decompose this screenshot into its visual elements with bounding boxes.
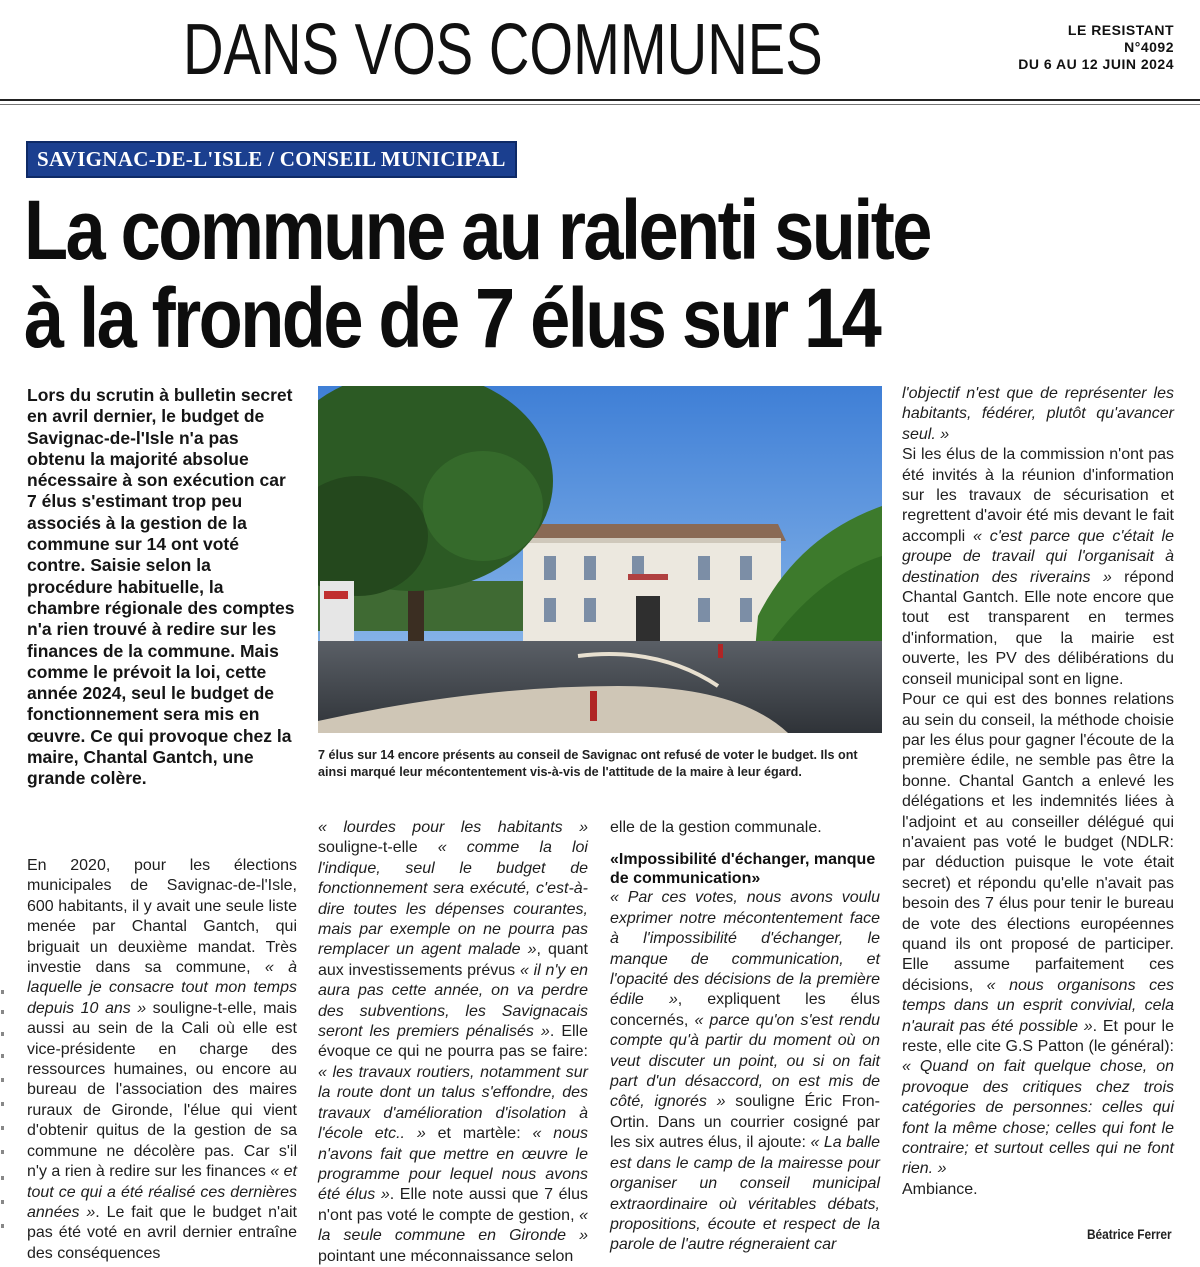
section-title: DANS VOS COMMUNES xyxy=(183,10,823,90)
header-rule xyxy=(0,99,1200,101)
paragraph: l'objectif n'est que de représenter les habitants, fédérer, plutôt qu'avancer seul. » xyxy=(902,385,1174,443)
article-lead: Lors du scrutin à bulletin secret en avril dernier, le budget de Savignac-de-l'Isle n'a pas obtenu la majorité absolue nécessaire à son exécution car 7 élus s'estimant trop peu associés à la gestion de la commune sur 14 ont voté contre. Saisie selon la procédure habituelle, la chambre régionale des comptes n'a rien trouvé à redire sur les finances de la commune. Mais comme le prévoit la loi, cette année 2024, seul le budget de fonctionnement sera mis en œuvre. Ce qui provoque chez la maire, Chantal Gantch, une grande colère. xyxy=(27,385,295,789)
paragraph: « lourdes pour les habitants » souligne-t-elle « comme la loi l'indique, seul le budget de fonctionnement sera exécuté, c'est-à-dire toutes les dépenses courantes, mais par exemple on ne pourra pas remplacer un agent malade », quant aux investissements prévus « il n'y en aura pas cette année, on va perdre des subventions, les Savignacais seront les premiers pénalisés ». Elle évoque ce qui ne pourra pas se faire: « les travaux routiers, notamment sur la route dont un talus s'effondre, des travaux d'amélioration d'isolation à l'école etc.. » et martèle: « nous n'avons fait que mettre en œuvre le programme pour lequel nous avons été élus ». Elle note aussi que 7 élus n'ont pas voté le compte de gestion, « la seule commune en Gironde » pointant une méconnaissance selon xyxy=(318,819,589,1265)
headline-line-1: La commune au ralenti suite xyxy=(24,183,930,277)
town-hall-photo xyxy=(318,386,882,733)
paragraph: Ambiance. xyxy=(902,1180,978,1198)
page-edge-marks xyxy=(0,990,6,1250)
article-column-3 xyxy=(610,818,880,1256)
article-column-1 xyxy=(27,856,297,1264)
subheading: «Impossibilité d'échanger, manque de communication» xyxy=(610,851,876,888)
headline-line-2: à la fronde de 7 élus sur 14 xyxy=(24,271,880,365)
paragraph: « Par ces votes, nous avons voulu exprimer notre mécontentement face à l'impossibilité d'échanger, le manque de communication, et l'opacité des décisions de la première édile », expliquent les élus concernés, « parce qu'on s'est rendu compte qu'à partir du moment où on veut discuter un point, ou si on fait part d'un désaccord, on est mis de côté, ignorés » souligne Éric Fron-Ortin. Dans un courrier cosigné par les six autres élus, il ajoute: « La balle est dans le camp de la mairesse pour organiser un conseil municipal extraordinaire où véritables débats, propositions, écoute et respect de la parole de l'autre régneraient car xyxy=(610,889,881,1254)
article-headline xyxy=(24,183,1039,365)
paragraph: En 2020, pour les élections municipales de Savignac-de-l'Isle, 600 habitants, il y avait une seule liste menée par Chantal Gantch, qui briguait un deuxième mandat. Très investie dans sa commune, « à laquelle je consacre tout mon temps depuis 10 ans » souligne-t-elle, mais aussi au sein de la Cali où elle est vice-présidente en charge des ressources humaines, ou encore au bureau de l'association des maires ruraux de Gironde, l'élue qui vient d'obtenir quitus de la gestion de sa commune ne décolère pas. Car s'il n'y a rien à redire sur les finances « et tout ce qui a été réalisé ces dernières années ». Le fait que le budget n'ait pas été voté en avril dernier entraîne des conséquences xyxy=(27,857,297,1262)
paragraph: Pour ce qui est des bonnes relations au sein du conseil, la méthode choisie par les élus pour gagner l'écoute de la première édile, ne semble pas être la bonne. Chantal Gantch a enlevé les délégations et les indemnités liées à l'adjoint et au conseiller délégué qui n'avaient pas voté le budget (NDLR: par déduction puisque le vote était secret) et répondu qu'elle n'avait pas besoin des 7 élus pour tenir le bureau de vote des élections européennes quand ils ont proposé de participer. Elle assume parfaitement ces décisions, « nous organisons ces temps dans un esprit convivial, cela n'aurait pas été possible ». Et pour le reste, elle cite G.S Patton (le général): « Quand on fait quelque chose, on provoque des critiques chez trois catégories de personnes: celles qui font la même chose; celles qui font le contraire; et surtout celles qui ne font rien. » xyxy=(902,691,1174,1178)
paper-name: LE RESISTANT xyxy=(1067,22,1174,38)
author-signature: Béatrice Ferrer xyxy=(1087,1226,1172,1242)
article-photo xyxy=(318,386,882,733)
issue-number: N°4092 xyxy=(1124,39,1174,55)
article-column-4 xyxy=(902,384,1174,1200)
article-kicker: SAVIGNAC-DE-L'ISLE / CONSEIL MUNICIPAL xyxy=(26,141,517,178)
photo-caption: 7 élus sur 14 encore présents au conseil de Savignac ont refusé de voter le budget. Ils ont ainsi marqué leur mécontentement vis-à-vis de l'attitude de la maire à leur égard. xyxy=(318,748,858,779)
paragraph: Si les élus de la commission n'ont pas été invités à la réunion d'information sur les travaux de sécurisation et regrettent d'avoir été mis devant le fait accompli « c'est parce que c'était le groupe de travail qui l'organisait à destination des riverains » répond Chantal Gantch. Elle note encore que tout est transparent en termes d'information, que la mairie est ouverte, les PV des délibérations du conseil municipal sont en ligne. xyxy=(902,446,1174,688)
paragraph: elle de la gestion communale. xyxy=(610,819,822,836)
article-column-2 xyxy=(318,818,588,1267)
header-rule-thin xyxy=(0,104,1200,105)
masthead xyxy=(1018,22,1174,73)
issue-dates: DU 6 AU 12 JUIN 2024 xyxy=(1018,56,1174,72)
